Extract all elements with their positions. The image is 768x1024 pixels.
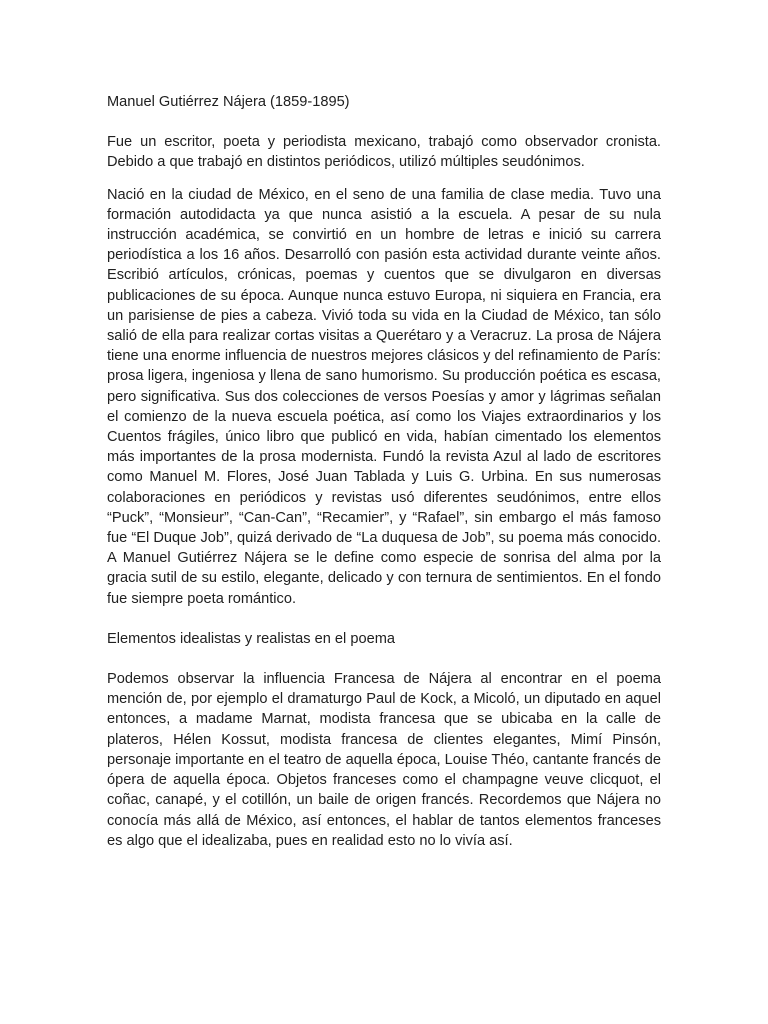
document-title: Manuel Gutiérrez Nájera (1859-1895) [107, 94, 350, 110]
analysis-paragraph: Podemos observar la influencia Francesa de Nájera al encontrar en el poema mención de, por ejemplo el dramaturgo Paul de Kock, a Micoló, un diputado en aquel entonces, a madame Marnat, modista francesa que se ubicaba en la calle de plateros, Hélen Kossut, modista francesa de clientes elegantes, Mimí Pinsón, personaje importante en el teatro de aquella época, Louise Théo, cantante francés de ópera de aquella época. Objetos franceses como el champagne veuve clicquot, el coñac, canapé, y el cotillón, un baile de origen francés. Recordemos que Nájera no conocía más allá de México, así entonces, el hablar de tantos elementos franceses es algo que el idealizaba, pues en realidad esto no lo vivía así. [107, 671, 661, 849]
biography-paragraph: Nació en la ciudad de México, en el seno de una familia de clase media. Tuvo una formación autodidacta ya que nunca asistió a la escuela. A pesar de su nula instrucción académica, se convirtió en un hombre de letras e inició su carrera periodística a los 16 años. Desarrolló con pasión esta actividad durante veinte años. Escribió artículos, crónicas, poemas y cuentos que se divulgaron en diversas publicaciones de su época. Aunque nunca estuvo Europa, ni siquiera en Francia, era un parisiense de pies a cabeza. Vivió toda su vida en la Ciudad de México, tan sólo salió de ella para realizar cortas visitas a Querétaro y a Veracruz. La prosa de Nájera tiene una enorme influencia de nuestros mejores clásicos y del refinamiento de París: prosa ligera, ingeniosa y llena de sano humorismo. Su producción poética es escasa, pero significativa. Sus dos colecciones de versos Poesías y amor y lágrimas señalan el comienzo de la nueva escuela poética, así como los Viajes extraordinarios y los Cuentos frágiles, único libro que publicó en vida, habían cimentado los elementos más importantes de la prosa modernista. Fundó la revista Azul al lado de escritores como Manuel M. Flores, José Juan Tablada y Luis G. Urbina. En sus numerosas colaboraciones en periódicos y revistas usó diferentes seudónimos, entre ellos “Puck”, “Monsieur”, “Can-Can”, “Recamier”, y “Rafael”, sin embargo el más famoso fue “El Duque Job”, quizá derivado de “La duquesa de Job”, su poema más conocido. A Manuel Gutiérrez Nájera se le define como especie de sonrisa del alma por la gracia sutil de su estilo, elegante, delicado y con ternura de sentimientos. En el fondo fue siempre poeta romántico. [107, 186, 661, 607]
document-page [107, 92, 661, 863]
intro-paragraph: Fue un escritor, poeta y periodista mexicano, trabajó como observador cronista. Debido a que trabajó en distintos periódicos, utilizó múltiples seudónimos. [107, 134, 661, 171]
section-heading: Elementos idealistas y realistas en el poema [107, 630, 395, 647]
